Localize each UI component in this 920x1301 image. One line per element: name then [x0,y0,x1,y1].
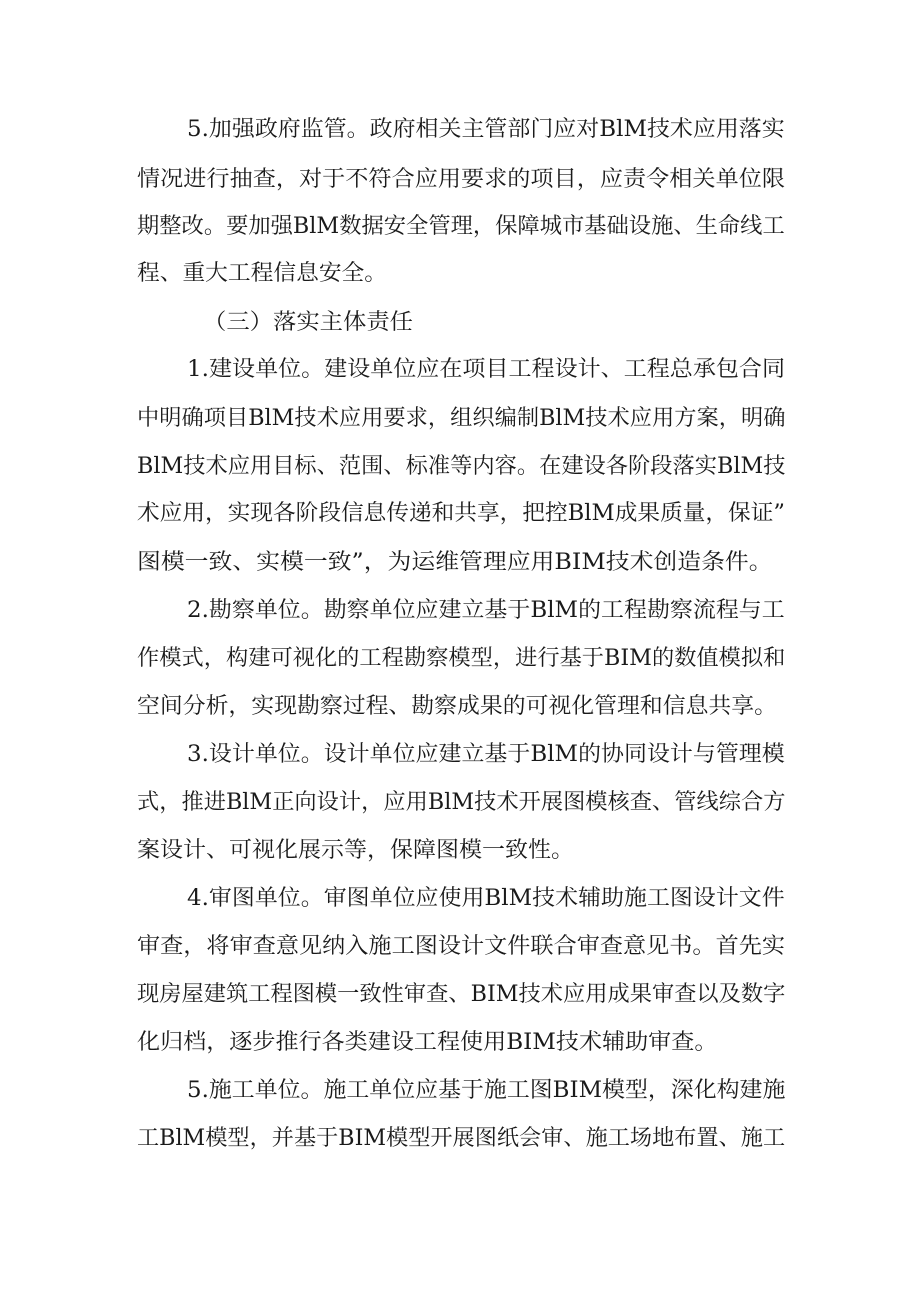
line-text: 作模式，构建可视化的工程勘察模型，进行基于BIM的数值模拟和 [137,646,786,671]
line-text: 术应用，实现各阶段信息传递和共享，把控BlM成果质量，保证” [137,501,785,526]
line-text: 审查，将审查意见纳入施工图设计文件联合审查意见书。首先实 [137,934,786,959]
line-text: 1.建设单位。建设单位应在项目工程设计、工程总承包合同 [187,357,785,382]
paragraph-line [0,879,920,919]
paragraph-line [0,110,920,150]
line-text: 期整改。要加强BlM数据安全管理，保障城市基础设施、生命线工 [137,214,785,239]
line-text: 化归档，逐步推行各类建设工程使用BIM技术辅助审查。 [137,1030,718,1055]
paragraph-line [0,254,920,294]
paragraph-line [0,1071,920,1111]
paragraph-line [0,735,920,775]
line-text: 空间分析，实现勘察过程、勘察成果的可视化管理和信息共享。 [137,694,778,719]
paragraph-line [0,543,920,583]
paragraph-line [0,494,920,534]
line-text: BlM技术应用目标、范围、标准等内容。在建设各阶段落实BlM技 [137,454,786,479]
line-text: 现房屋建筑工程图模一致性审查、BIM技术应用成果审查以及数字 [137,982,786,1007]
line-text: 式，推进BlM正向设计，应用BlM技术开展图模核查、管线综合方 [137,790,786,815]
line-text: 4.审图单位。审图单位应使用BlM技术辅助施工图设计文件 [187,886,785,911]
paragraph-line [0,447,920,487]
paragraph-line [0,783,920,823]
paragraph-line [0,207,920,247]
line-text: 情况进行抽查，对于不符合应用要求的项目，应责令相关单位限 [137,167,786,192]
paragraph-line [0,160,920,200]
paragraph-line [0,1023,920,1063]
paragraph-line [0,350,920,390]
line-text: 5.施工单位。施工单位应基于施工图BIM模型，深化构建施 [187,1078,786,1103]
line-text: 案设计、可视化展示等，保障图模一致性。 [137,838,575,863]
heading-text: （三）落实主体责任 [203,310,414,335]
paragraph-line [0,831,920,871]
line-text: 图模一致、实模一致”，为运维管理应用BIM技术创造条件。 [137,550,773,575]
line-text: 工BlM模型，并基于BIM模型开展图纸会审、施工场地布置、施工 [137,1126,786,1151]
line-text: 中明确项目BlM技术应用要求，组织编制BlM技术应用方案，明确 [137,406,786,431]
paragraph-line [0,1119,920,1159]
paragraph-line [0,975,920,1015]
paragraph-line [0,591,920,631]
paragraph-line [0,687,920,727]
paragraph-line [0,639,920,679]
line-text: 3.设计单位。设计单位应建立基于BlM的协同设计与管理模 [187,742,785,767]
line-text: 2.勘察单位。勘察单位应建立基于BlM的工程勘察流程与工 [187,598,785,623]
section-heading [0,303,920,343]
line-text: 程、重大工程信息安全。 [137,261,388,286]
paragraph-line [0,927,920,967]
line-text: 5.加强政府监管。政府相关主管部门应对BlM技术应用落实 [187,117,785,142]
paragraph-line [0,399,920,439]
